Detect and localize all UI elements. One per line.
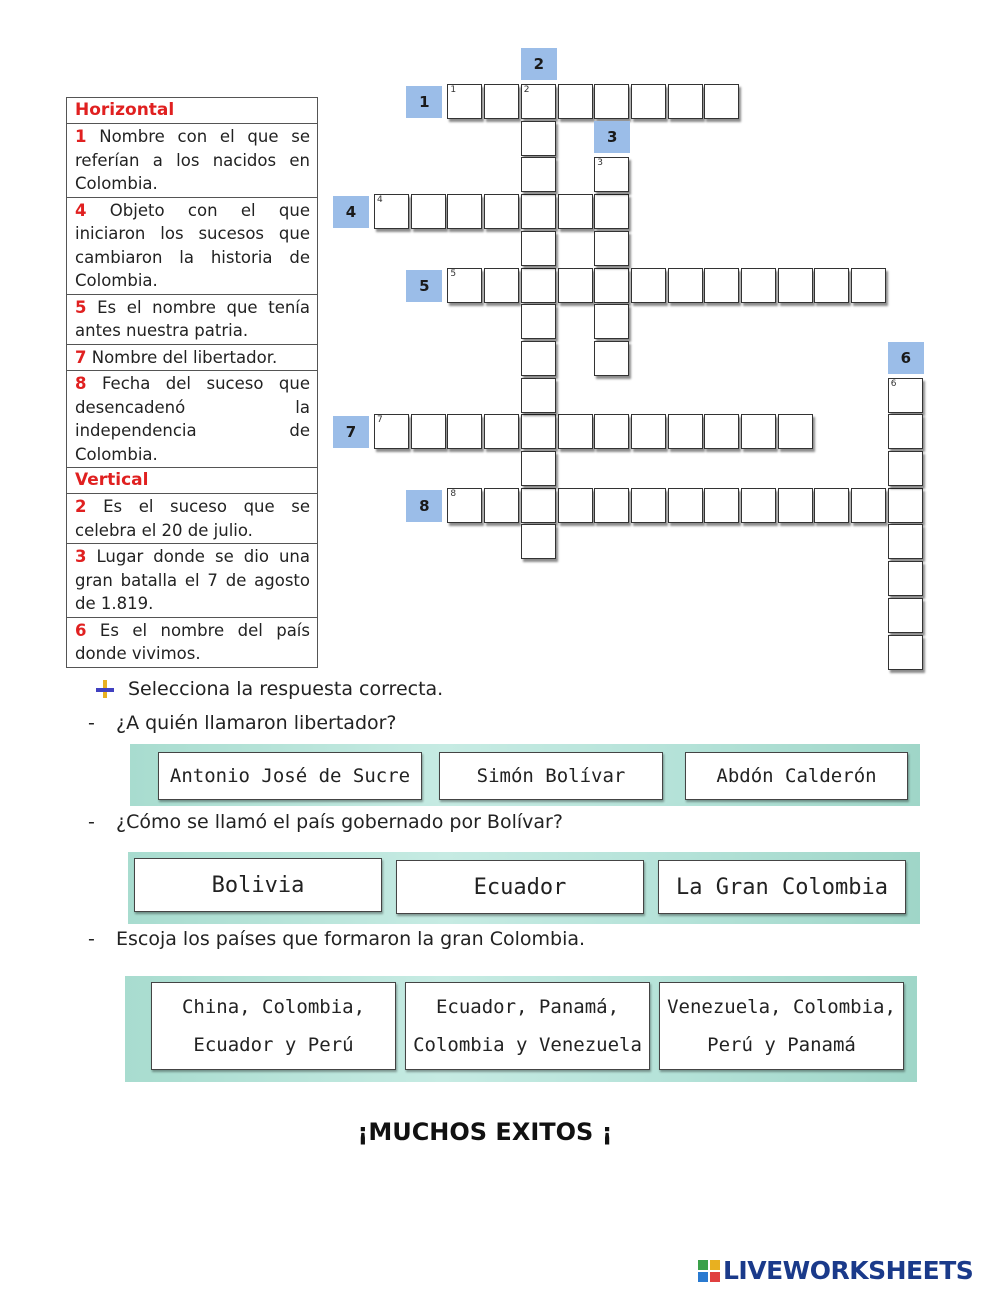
crossword-cell-r14-c14[interactable] bbox=[888, 598, 923, 633]
crossword-cell-r15-c14[interactable] bbox=[888, 635, 923, 670]
clue-horizontal-4: 4 Objeto con el que iniciaron los sucesos que cambiaron la historia de Colombia. bbox=[67, 197, 317, 294]
crossword-cell-r0-c7[interactable] bbox=[631, 84, 666, 119]
cell-number: 1 bbox=[450, 85, 457, 95]
crossword-cell-r0-c8[interactable] bbox=[668, 84, 703, 119]
crossword-cell-r5-c2[interactable] bbox=[447, 268, 482, 303]
crossword-cell-r5-c6[interactable] bbox=[594, 268, 629, 303]
crossword-cell-r2-c4[interactable] bbox=[521, 157, 556, 192]
crossword-cell-r7-c4[interactable] bbox=[521, 341, 556, 376]
crossword-cell-r8-c14[interactable] bbox=[888, 378, 923, 413]
crossword-cell-r5-c7[interactable] bbox=[631, 268, 666, 303]
clue-badge-2: 2 bbox=[521, 48, 557, 80]
crossword-cell-r13-c14[interactable] bbox=[888, 561, 923, 596]
clue-badge-6: 6 bbox=[888, 342, 924, 374]
clue-horizontal-5: 5 Es el nombre que tenía antes nuestra patria. bbox=[67, 294, 317, 344]
crossword-cell-r5-c5[interactable] bbox=[558, 268, 593, 303]
crossword-cell-r11-c13[interactable] bbox=[851, 488, 886, 523]
crossword-cell-r11-c11[interactable] bbox=[778, 488, 813, 523]
crossword-cell-r11-c4[interactable] bbox=[521, 488, 556, 523]
liveworksheets-logo-icon bbox=[698, 1260, 720, 1282]
crossword-cell-r12-c14[interactable] bbox=[888, 524, 923, 559]
crossword-cell-r11-c6[interactable] bbox=[594, 488, 629, 523]
clue-badge-7: 7 bbox=[333, 416, 369, 448]
q2-option-gran-colombia[interactable]: La Gran Colombia bbox=[658, 860, 906, 914]
cell-number: 8 bbox=[450, 488, 457, 499]
q1-option-bolivar[interactable]: Simón Bolívar bbox=[439, 752, 663, 800]
q3-option-venezuela-panama[interactable]: Venezuela, Colombia, Perú y Panamá bbox=[659, 982, 904, 1070]
cell-number: 4 bbox=[377, 195, 383, 206]
crossword-cell-r0-c2[interactable] bbox=[447, 84, 482, 119]
crossword-cell-r9-c0[interactable] bbox=[374, 414, 409, 449]
crossword-cell-r10-c4[interactable] bbox=[521, 451, 556, 486]
crossword-cell-r3-c3[interactable] bbox=[484, 194, 519, 229]
crossword-cell-r11-c10[interactable] bbox=[741, 488, 776, 523]
crossword-cell-r11-c12[interactable] bbox=[814, 488, 849, 523]
cell-number: 7 bbox=[377, 415, 383, 426]
crossword-cell-r10-c14[interactable] bbox=[888, 451, 923, 486]
liveworksheets-logo-text: LIVEWORKSHEETS bbox=[723, 1256, 974, 1285]
crossword-cell-r11-c5[interactable] bbox=[558, 488, 593, 523]
crossword-cell-r11-c14[interactable] bbox=[888, 488, 923, 523]
q1-option-calderon[interactable]: Abdón Calderón bbox=[685, 752, 908, 800]
crossword-cell-r3-c2[interactable] bbox=[447, 194, 482, 229]
crossword-cell-r3-c4[interactable] bbox=[521, 194, 556, 229]
crossword-cell-r6-c4[interactable] bbox=[521, 304, 556, 339]
crossword-cell-r3-c1[interactable] bbox=[411, 194, 446, 229]
crossword-cell-r9-c10[interactable] bbox=[741, 414, 776, 449]
crossword-cell-r12-c4[interactable] bbox=[521, 524, 556, 559]
clue-badge-8: 8 bbox=[406, 490, 442, 522]
crossword-cell-r9-c3[interactable] bbox=[484, 414, 519, 449]
crossword-cell-r6-c6[interactable] bbox=[594, 304, 629, 339]
q3-option-ecuador-venezuela[interactable]: Ecuador, Panamá, Colombia y Venezuela bbox=[405, 982, 650, 1070]
crossword-cell-r4-c6[interactable] bbox=[594, 231, 629, 266]
crossword-cell-r9-c9[interactable] bbox=[704, 414, 739, 449]
question-2: - ¿Cómo se llamó el país gobernado por Bolívar? bbox=[88, 811, 563, 833]
clue-horizontal-1: 1 Nombre con el que se referían a los nacidos en Colombia. bbox=[67, 123, 317, 197]
plus-bullet-icon bbox=[96, 680, 114, 698]
crossword-cell-r5-c10[interactable] bbox=[741, 268, 776, 303]
liveworksheets-logo bbox=[698, 1256, 973, 1285]
crossword-cell-r11-c3[interactable] bbox=[484, 488, 519, 523]
crossword-cell-r0-c4[interactable] bbox=[521, 84, 556, 119]
crossword-cell-r3-c0[interactable] bbox=[374, 194, 409, 229]
question-3: - Escoja los países que formaron la gran Colombia. bbox=[88, 928, 586, 950]
clue-badge-5: 5 bbox=[406, 270, 442, 302]
crossword-cell-r9-c4[interactable] bbox=[521, 414, 556, 449]
crossword-cell-r5-c12[interactable] bbox=[814, 268, 849, 303]
crossword-cell-r7-c6[interactable] bbox=[594, 341, 629, 376]
crossword-cell-r3-c5[interactable] bbox=[558, 194, 593, 229]
crossword-cell-r1-c4[interactable] bbox=[521, 121, 556, 156]
crossword-cell-r5-c3[interactable] bbox=[484, 268, 519, 303]
crossword-cell-r2-c6[interactable] bbox=[594, 157, 629, 192]
clue-vertical-3: 3 Lugar donde se dio una gran batalla el 7 de agosto de 1.819. bbox=[67, 543, 317, 617]
crossword-cell-r4-c4[interactable] bbox=[521, 231, 556, 266]
clue-badge-1: 1 bbox=[406, 86, 442, 118]
crossword-cell-r8-c4[interactable] bbox=[521, 378, 556, 413]
horizontal-heading: Horizontal bbox=[75, 100, 175, 120]
crossword-cell-r9-c2[interactable] bbox=[447, 414, 482, 449]
crossword-cell-r9-c14[interactable] bbox=[888, 414, 923, 449]
question-1: - ¿A quién llamaron libertador? bbox=[88, 712, 397, 734]
crossword-cell-r5-c8[interactable] bbox=[668, 268, 703, 303]
crossword-cell-r11-c2[interactable] bbox=[447, 488, 482, 523]
crossword-cell-r5-c9[interactable] bbox=[704, 268, 739, 303]
crossword-cell-r5-c13[interactable] bbox=[851, 268, 886, 303]
crossword-cell-r0-c5[interactable] bbox=[558, 84, 593, 119]
crossword-cell-r0-c6[interactable] bbox=[594, 84, 629, 119]
instruction: Selecciona la respuesta correcta. bbox=[96, 678, 443, 700]
crossword-cell-r11-c8[interactable] bbox=[668, 488, 703, 523]
crossword-cell-r9-c5[interactable] bbox=[558, 414, 593, 449]
crossword-cell-r0-c9[interactable] bbox=[704, 84, 739, 119]
crossword-cell-r9-c11[interactable] bbox=[778, 414, 813, 449]
clue-badge-3: 3 bbox=[594, 121, 630, 153]
clue-vertical-6: 6 Es el nombre del país donde vivimos. bbox=[67, 617, 317, 667]
q2-option-bolivia[interactable]: Bolivia bbox=[134, 858, 382, 912]
crossword-cell-r9-c1[interactable] bbox=[411, 414, 446, 449]
crossword-cell-r3-c6[interactable] bbox=[594, 194, 629, 229]
q1-option-sucre[interactable]: Antonio José de Sucre bbox=[158, 752, 422, 800]
vertical-heading: Vertical bbox=[67, 467, 317, 493]
closing-message: ¡MUCHOS EXITOS ¡ bbox=[357, 1118, 613, 1146]
q2-option-ecuador[interactable]: Ecuador bbox=[396, 860, 644, 914]
crossword-cell-r5-c4[interactable] bbox=[521, 268, 556, 303]
cell-number: 6 bbox=[890, 378, 897, 389]
crossword-cell-r11-c7[interactable] bbox=[631, 488, 666, 523]
crossword-cell-r5-c11[interactable] bbox=[778, 268, 813, 303]
clue-horizontal-7: 7 Nombre del libertador. bbox=[67, 344, 317, 371]
cell-number: 2 bbox=[523, 85, 530, 95]
clue-horizontal-8: 8 Fecha del suceso que desencadenó la independencia de Colombia. bbox=[67, 370, 317, 467]
crossword-cell-r9-c7[interactable] bbox=[631, 414, 666, 449]
crossword-cell-r9-c8[interactable] bbox=[668, 414, 703, 449]
q3-option-china-peru[interactable]: China, Colombia, Ecuador y Perú bbox=[151, 982, 396, 1070]
clue-badge-4: 4 bbox=[333, 196, 369, 228]
cell-number: 5 bbox=[450, 268, 457, 279]
crossword-cell-r11-c9[interactable] bbox=[704, 488, 739, 523]
clue-vertical-2: 2 Es el suceso que se celebra el 20 de julio. bbox=[67, 493, 317, 543]
cell-number: 3 bbox=[597, 158, 603, 169]
crossword-cell-r9-c6[interactable] bbox=[594, 414, 629, 449]
crossword-cell-r0-c3[interactable] bbox=[484, 84, 519, 119]
